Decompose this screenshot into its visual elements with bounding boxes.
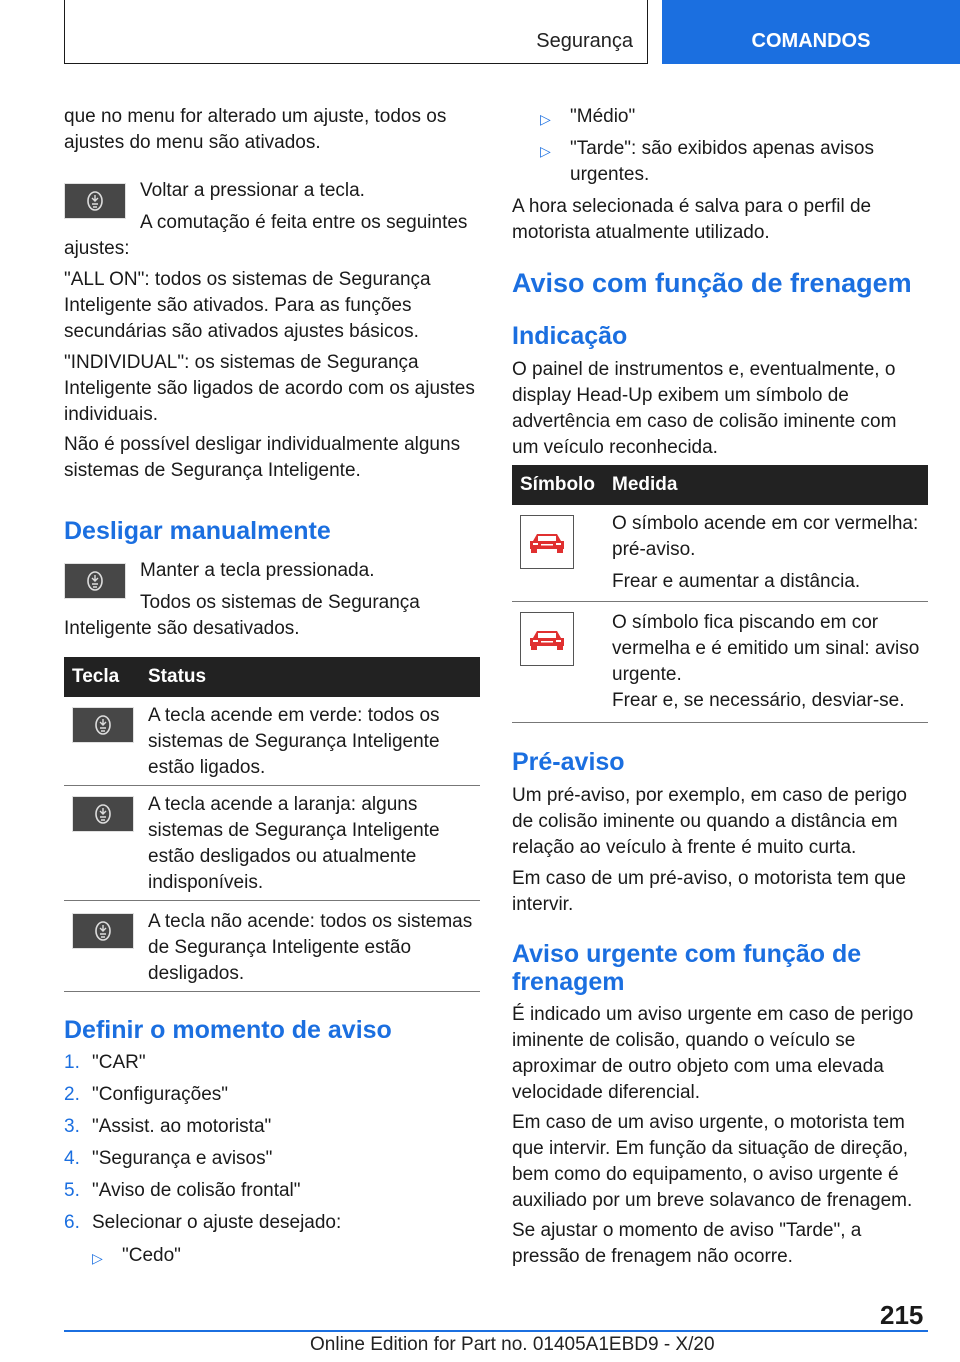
list-text: Selecionar o ajuste desejado: bbox=[92, 1212, 342, 1233]
header-bar bbox=[64, 0, 648, 64]
safety-key-green-icon bbox=[72, 707, 134, 743]
header-section-title: Segurança bbox=[536, 30, 633, 52]
paragraph: A hora selecionada é salva para o perfil de motorista atualmente utilizado. bbox=[512, 196, 872, 243]
table-header-medida: Medida bbox=[612, 474, 678, 495]
safety-key-orange-icon bbox=[72, 796, 134, 832]
table-cell: Frear e aumentar a distância. bbox=[612, 571, 861, 592]
paragraph: Todos os sistemas de Segurança Inteligente são desativados. bbox=[64, 592, 420, 639]
paragraph: Em caso de um pré-aviso, o motorista tem que intervir. bbox=[512, 868, 906, 915]
table-row bbox=[64, 901, 480, 992]
table-header-tecla: Tecla bbox=[72, 666, 120, 687]
header-tab-comandos[interactable]: COMANDOS bbox=[662, 0, 960, 64]
list-text: "CAR" bbox=[92, 1052, 146, 1073]
triangle-bullet-icon: ▷ bbox=[540, 143, 551, 159]
paragraph: "INDIVIDUAL": os sistemas de Segurança Inteligente são ligados de acordo com os ajustes individuais. bbox=[64, 352, 475, 425]
table-row bbox=[64, 786, 480, 901]
list-text: "Aviso de colisão frontal" bbox=[92, 1180, 301, 1201]
paragraph: "ALL ON": todos os sistemas de Segurança Inteligente são ativados. Para as funções secundárias são ativados ajustes básicos. bbox=[64, 269, 431, 342]
list-number: 4. bbox=[64, 1148, 80, 1169]
section-heading: Pré-aviso bbox=[512, 748, 625, 776]
footer-edition: Online Edition for Part no. 01405A1EBD9 - X/20 bbox=[310, 1334, 715, 1355]
section-heading: Desligar manualmente bbox=[64, 517, 331, 545]
symbol-measure-table bbox=[512, 465, 928, 723]
list-text: "Configurações" bbox=[92, 1084, 229, 1105]
table-row bbox=[512, 602, 928, 723]
list-text: "Médio" bbox=[570, 106, 636, 127]
triangle-bullet-icon: ▷ bbox=[540, 111, 551, 127]
list-number: 5. bbox=[64, 1180, 80, 1201]
paragraph: Um pré-aviso, por exemplo, em caso de perigo de colisão iminente ou quando a distância em relação ao veículo à frente é muito curta. bbox=[512, 785, 907, 858]
table-header bbox=[512, 465, 928, 505]
paragraph: O painel de instrumentos e, eventualmente, o display Head-Up exibem um símbolo de advertência em caso de colisão iminente com um veículo reconhecida. bbox=[512, 359, 897, 458]
paragraph: A comutação é feita entre os seguintes ajustes: bbox=[64, 212, 468, 259]
paragraph: Manter a tecla pressionada. bbox=[140, 560, 375, 581]
paragraph: Voltar a pressionar a tecla. bbox=[140, 180, 365, 201]
chapter-heading: Aviso com função de frenagem bbox=[512, 268, 912, 298]
page-number: 215 bbox=[880, 1300, 924, 1330]
key-status-table bbox=[64, 657, 480, 992]
collision-warning-car-icon bbox=[520, 612, 574, 666]
list-text: "Segurança e avisos" bbox=[92, 1148, 273, 1169]
table-cell: Frear e, se necessário, desviar-se. bbox=[612, 690, 905, 711]
table-cell: O símbolo acende em cor vermelha: pré-aviso. bbox=[612, 513, 919, 560]
table-cell: A tecla não acende: todos os sistemas de Segurança Inteligente estão desligados. bbox=[148, 911, 473, 984]
table-row bbox=[64, 697, 480, 786]
list-number: 1. bbox=[64, 1052, 80, 1073]
table-cell: O símbolo fica piscando em cor vermelha e é emitido um sinal: aviso urgente. bbox=[612, 612, 920, 685]
paragraph: Em caso de um aviso urgente, o motorista tem que intervir. Em função da situação de direção, bem como do equipamento, o aviso urgente é auxiliado por um breve solavanco de frenagem. bbox=[512, 1112, 913, 1211]
triangle-bullet-icon: ▷ bbox=[92, 1250, 103, 1266]
collision-warning-car-icon bbox=[520, 515, 574, 569]
table-cell: A tecla acende a laranja: alguns sistemas de Segurança Inteligente estão desligados ou atualmente indisponíveis. bbox=[148, 794, 440, 893]
paragraph: Não é possível desligar individualmente alguns sistemas de Segurança Inteligente. bbox=[64, 434, 461, 481]
paragraph: É indicado um aviso urgente em caso de perigo iminente de colisão, quando o veículo se aproximar de outro objeto com uma elevada velocidade diferencial. bbox=[512, 1004, 914, 1103]
table-header-simbolo: Símbolo bbox=[520, 474, 595, 495]
section-heading: Indicação bbox=[512, 322, 628, 350]
list-text: "Tarde": são exibidos apenas avisos urgentes. bbox=[570, 138, 874, 185]
paragraph: que no menu for alterado um ajuste, todos os ajustes do menu são ativados. bbox=[64, 106, 447, 153]
list-number: 3. bbox=[64, 1116, 80, 1137]
paragraph: Se ajustar o momento de aviso "Tarde", a pressão de frenagem não ocorre. bbox=[512, 1220, 862, 1267]
table-row bbox=[512, 505, 928, 602]
list-text: "Cedo" bbox=[122, 1245, 181, 1266]
table-cell: A tecla acende em verde: todos os sistemas de Segurança Inteligente estão ligados. bbox=[148, 705, 440, 778]
footer-divider bbox=[64, 1330, 928, 1332]
section-heading: Aviso urgente com função de frenagem bbox=[512, 940, 862, 996]
section-heading: Definir o momento de aviso bbox=[64, 1016, 392, 1044]
table-header-status: Status bbox=[148, 666, 207, 687]
table-header bbox=[64, 657, 480, 697]
list-text: "Assist. ao motorista" bbox=[92, 1116, 272, 1137]
list-number: 6. bbox=[64, 1212, 80, 1233]
list-number: 2. bbox=[64, 1084, 80, 1105]
safety-key-off-icon bbox=[72, 913, 134, 949]
